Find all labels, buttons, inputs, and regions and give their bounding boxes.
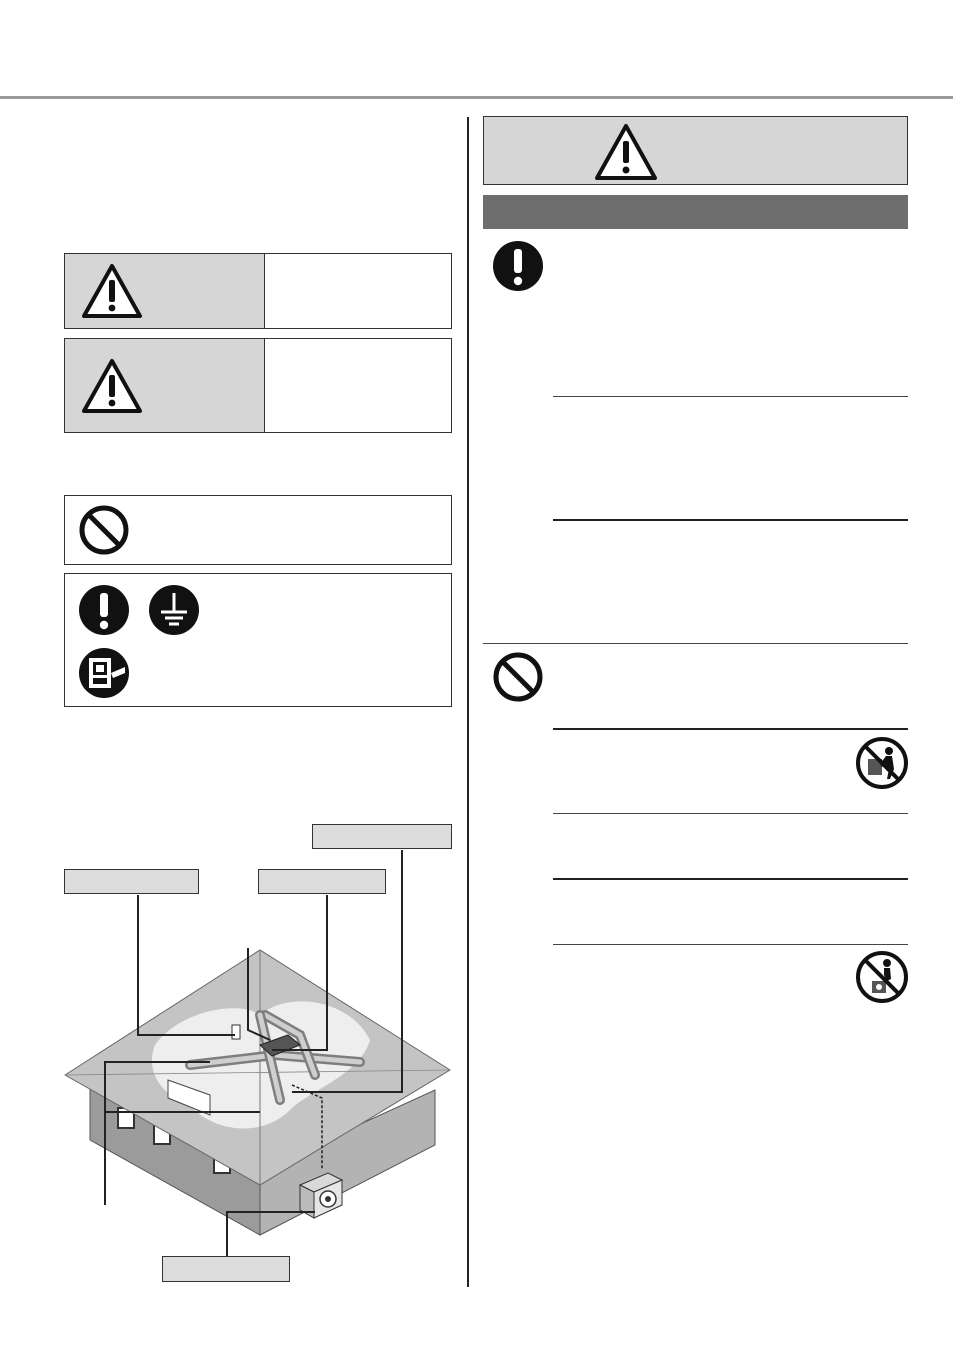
warning-triangle-icon [594, 123, 658, 181]
warning-section-band [483, 195, 908, 229]
exclamation-circle-icon [78, 584, 130, 636]
mandatory-legend-box [64, 573, 452, 707]
safety-header-box [483, 116, 908, 185]
column-divider [467, 117, 469, 1287]
item-divider [553, 519, 908, 521]
prohibition-icon [492, 651, 544, 703]
unplug-icon [78, 647, 130, 699]
house-installation-illustration [60, 840, 460, 1260]
exclamation-circle-icon [492, 240, 544, 292]
warning-triangle-icon [81, 358, 143, 414]
warning-legend-panel [65, 254, 265, 328]
item-divider [553, 728, 908, 730]
ground-icon [148, 584, 200, 636]
section-divider [483, 643, 908, 644]
warning-triangle-icon [81, 263, 143, 319]
item-divider [553, 878, 908, 880]
caution-legend-panel [65, 339, 265, 432]
prohibition-icon [78, 504, 130, 556]
warning-legend-box [64, 253, 452, 329]
prohibited-legend-box [64, 495, 452, 565]
no-sit-on-unit-icon [856, 951, 908, 1003]
item-divider [553, 396, 908, 397]
no-climb-icon [856, 737, 908, 789]
header-rule [0, 96, 953, 99]
item-divider [553, 944, 908, 945]
item-divider [553, 813, 908, 814]
caution-legend-box [64, 338, 452, 433]
